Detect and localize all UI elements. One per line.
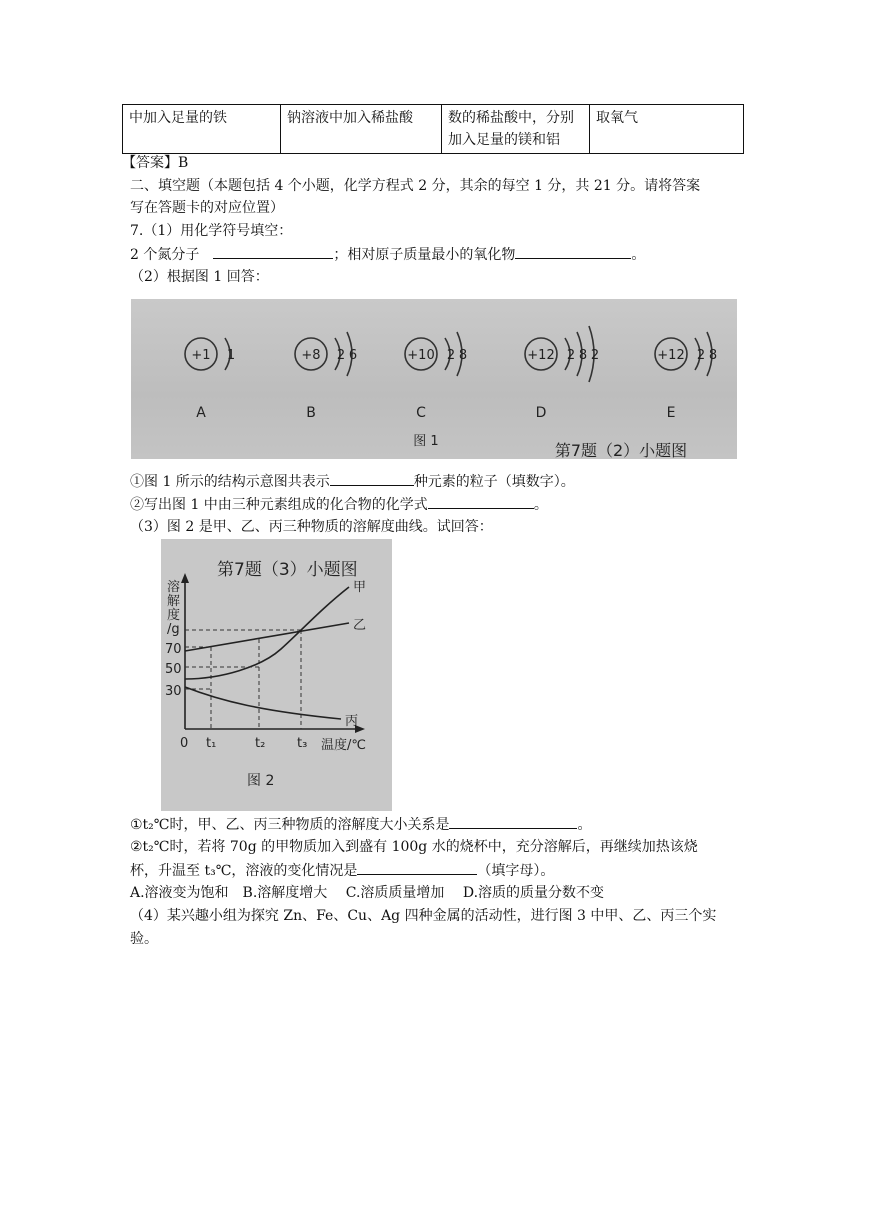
- table-row: [123, 105, 744, 154]
- question-text: 种元素的粒子（填数字）。: [413, 474, 575, 490]
- nucleus-charge: +12: [657, 348, 685, 363]
- answer-options: A.溶液变为饱和 B.溶解度增大 C.溶质质量增加 D.溶质的质量分数不变: [130, 885, 605, 901]
- figure-1-atomic-structures: [131, 299, 737, 459]
- question-text: 。: [533, 497, 548, 513]
- answer-blank[interactable]: [515, 243, 631, 259]
- question-7-4-cont: 验。: [130, 931, 158, 947]
- curve-yi: [185, 623, 349, 651]
- atom-label: A: [196, 405, 206, 421]
- table-cell: 钠溶液中加入稀盐酸: [281, 105, 442, 154]
- figure-1-svg: [131, 299, 737, 459]
- series-label-yi: 乙: [353, 618, 367, 633]
- question-7-3-2-cont: [130, 859, 554, 882]
- question-7-1: 7.（1）用化学符号填空：: [130, 223, 293, 239]
- electron-count: 2: [696, 348, 706, 363]
- table-cell-line: 数的稀盐酸中，分别: [448, 110, 574, 126]
- answer-blank[interactable]: [449, 813, 577, 829]
- nucleus-charge: +1: [191, 348, 211, 363]
- electron-count: 8: [578, 348, 588, 363]
- y-axis-label-char: 度: [167, 608, 181, 623]
- blank-prefix: ；相对原子质量最小的氧化物: [333, 247, 516, 263]
- series-label-jia: 甲: [353, 580, 367, 595]
- x-tick-label: 0: [180, 736, 189, 751]
- table-cell-line: 加入足量的镁和铝: [448, 132, 560, 148]
- answer-blank[interactable]: [330, 470, 414, 486]
- atom-label: E: [666, 405, 676, 421]
- question-text: 杯，升温至 t₃℃，溶液的变化情况是: [130, 863, 358, 879]
- question-7-2-2: [130, 493, 548, 516]
- figure-1-tag: 第7题（2）小题图: [554, 441, 688, 459]
- sentence-end: 。: [631, 247, 646, 263]
- x-axis-label: 温度/℃: [321, 738, 366, 753]
- electron-count: 8: [458, 348, 468, 363]
- figure-2-svg: [161, 539, 392, 811]
- figure-1-caption: 图 1: [413, 434, 439, 449]
- electron-count: 2: [590, 348, 600, 363]
- question-7-4: （4）某兴趣小组为探究 Zn、Fe、Cu、Ag 四种金属的活动性，进行图 3 中甲、乙、丙三个实: [130, 908, 717, 924]
- section-heading: 二、填空题（本题包括 4 个小题，化学方程式 2 分，其余的每空 1 分，共 21 分。请将答案: [130, 178, 701, 194]
- question-7-3: （3）图 2 是甲、乙、丙三种物质的溶解度曲线。试回答：: [130, 519, 493, 535]
- curve-bing: [185, 687, 341, 719]
- electron-count: 6: [348, 348, 358, 363]
- continued-table: [122, 104, 744, 154]
- answer-blank[interactable]: [213, 243, 333, 259]
- question-text: ②写出图 1 中由三种元素组成的化合物的化学式: [130, 497, 428, 513]
- question-7-2: （2）根据图 1 回答：: [130, 269, 269, 285]
- nucleus-charge: +12: [527, 348, 555, 363]
- y-tick-label: 70: [165, 642, 182, 657]
- question-text: ①图 1 所示的结构示意图共表示: [130, 474, 330, 490]
- answer-blank[interactable]: [428, 493, 534, 509]
- figure-2-solubility-curves: [161, 539, 392, 811]
- question-7-1-blanks: [130, 243, 645, 266]
- atom-label: D: [535, 405, 547, 421]
- question-7-2-1: [130, 470, 575, 493]
- question-text: ①t₂℃时，甲、乙、丙三种物质的溶解度大小关系是: [130, 817, 450, 833]
- figure-2-caption: 图 2: [247, 773, 275, 789]
- x-tick-label: t₃: [297, 736, 308, 751]
- answer-line: 【答案】B: [122, 155, 189, 171]
- x-tick-label: t₂: [255, 736, 266, 751]
- table-cell: 取氧气: [590, 105, 744, 154]
- series-label-bing: 丙: [345, 714, 359, 729]
- y-axis-arrow: [181, 573, 189, 583]
- electron-count: 1: [226, 348, 236, 363]
- nucleus-charge: +10: [407, 348, 435, 363]
- figure-2-title: 第7题（3）小题图: [217, 560, 358, 580]
- y-axis-label-char: 溶: [167, 580, 181, 595]
- question-text: 。: [577, 817, 592, 833]
- y-tick-label: 50: [165, 662, 182, 677]
- atom-label: B: [306, 405, 316, 421]
- y-axis-label-char: 解: [167, 594, 181, 609]
- blank-prefix: 2 个氮分子: [130, 247, 200, 263]
- table-cell: [442, 105, 590, 154]
- electron-count: 2: [566, 348, 576, 363]
- answer-blank[interactable]: [357, 859, 477, 875]
- electron-count: 2: [446, 348, 456, 363]
- y-axis-label-char: /g: [167, 622, 180, 637]
- curve-jia: [185, 587, 349, 679]
- question-text: （填字母）。: [477, 863, 555, 879]
- table-cell: 中加入足量的铁: [123, 105, 281, 154]
- x-tick-label: t₁: [206, 736, 217, 751]
- atom-label: C: [416, 405, 426, 421]
- electron-count: 8: [708, 348, 718, 363]
- electron-count: 2: [336, 348, 346, 363]
- question-7-3-1: [130, 813, 591, 836]
- section-heading-cont: 写在答题卡的对应位置）: [130, 200, 284, 216]
- y-tick-label: 30: [165, 684, 182, 699]
- question-7-3-2: ②t₂℃时，若将 70g 的甲物质加入到盛有 100g 水的烧杯中，充分溶解后，再继续加热该烧: [130, 839, 698, 855]
- nucleus-charge: +8: [301, 348, 321, 363]
